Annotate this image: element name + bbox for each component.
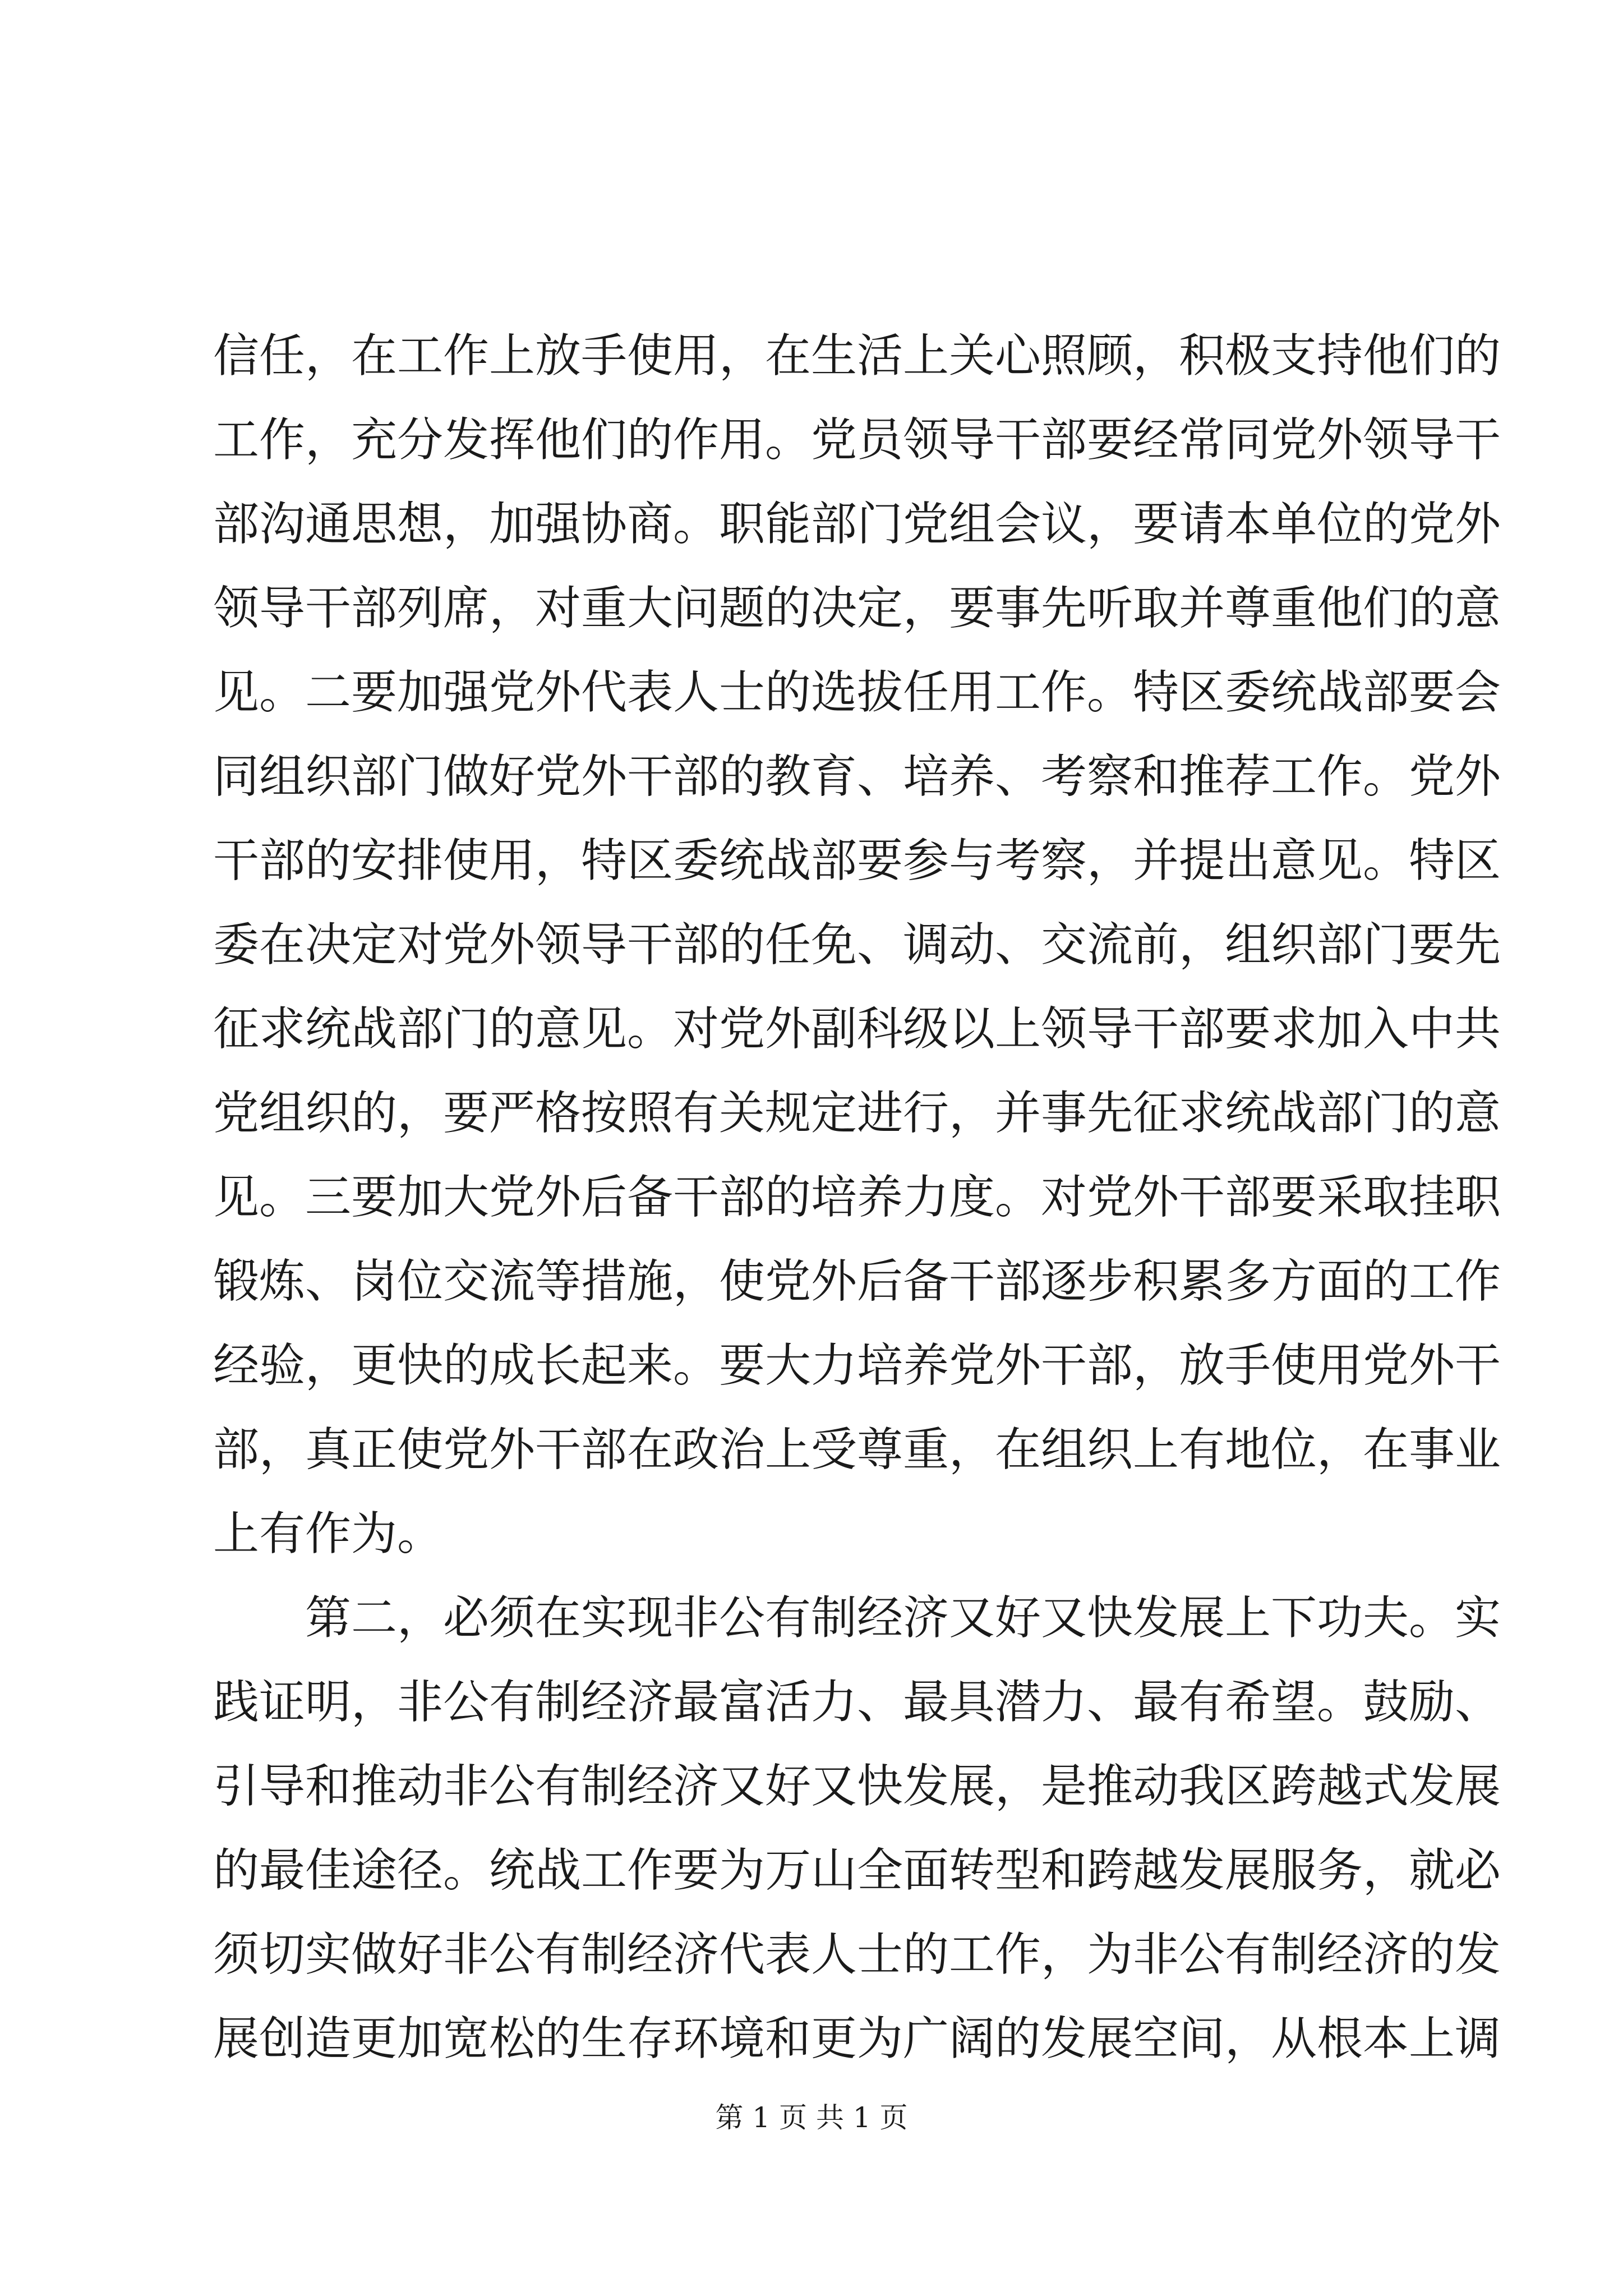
text-line: 同组织部门做好党外干部的教育、培养、考察和推荐工作。党外: [213, 750, 1501, 803]
text-line: 引导和推动非公有制经济又好又快发展，是推动我区跨越式发展: [213, 1760, 1501, 1813]
text-line: 部沟通思想，加强协商。职能部门党组会议，要请本单位的党外: [213, 498, 1501, 551]
text-line: 践证明，非公有制经济最富活力、最具潜力、最有希望。鼓励、: [213, 1676, 1501, 1729]
text-line: 信任，在工作上放手使用，在生活上关心照顾，积极支持他们的: [213, 329, 1501, 383]
text-line: 经验，更快的成长起来。要大力培养党外干部，放手使用党外干: [213, 1339, 1501, 1392]
text-line: 锻炼、岗位交流等措施，使党外后备干部逐步积累多方面的工作: [213, 1255, 1501, 1308]
paragraph: [213, 1576, 1501, 2081]
text-line: 工作，充分发挥他们的作用。党员领导干部要经常同党外领导干: [213, 413, 1501, 467]
paragraph: [213, 314, 1501, 1576]
text-line: 第二，必须在实现非公有制经济又好又快发展上下功夫。实: [305, 1591, 1501, 1645]
text-line: 上有作为。: [213, 1507, 444, 1561]
text-line: 委在决定对党外领导干部的任免、调动、交流前，组织部门要先: [213, 918, 1501, 972]
text-line: 展创造更加宽松的生存环境和更为广阔的发展空间，从根本上调: [213, 2012, 1501, 2065]
text-line: 干部的安排使用，特区委统战部要参与考察，并提出意见。特区: [213, 834, 1501, 887]
text-line: 见。三要加大党外后备干部的培养力度。对党外干部要采取挂职: [213, 1171, 1501, 1224]
document-body: [213, 314, 1501, 2081]
text-line: 部，真正使党外干部在政治上受尊重，在组织上有地位，在事业: [213, 1423, 1501, 1476]
text-line: 征求统战部门的意见。对党外副科级以上领导干部要求加入中共: [213, 1002, 1501, 1056]
text-line: 的最佳途径。统战工作要为万山全面转型和跨越发展服务，就必: [213, 1844, 1501, 1897]
text-line: 党组织的，要严格按照有关规定进行，并事先征求统战部门的意: [213, 1087, 1501, 1140]
text-line: 领导干部列席，对重大问题的决定，要事先听取并尊重他们的意: [213, 582, 1501, 635]
text-line: 见。二要加强党外代表人士的选拔任用工作。特区委统战部要会: [213, 666, 1501, 719]
page-footer: [0, 2101, 1623, 2134]
page-number-label: 第 1 页 共 1 页: [715, 2101, 908, 2134]
text-line: 须切实做好非公有制经济代表人士的工作，为非公有制经济的发: [213, 1928, 1501, 1981]
